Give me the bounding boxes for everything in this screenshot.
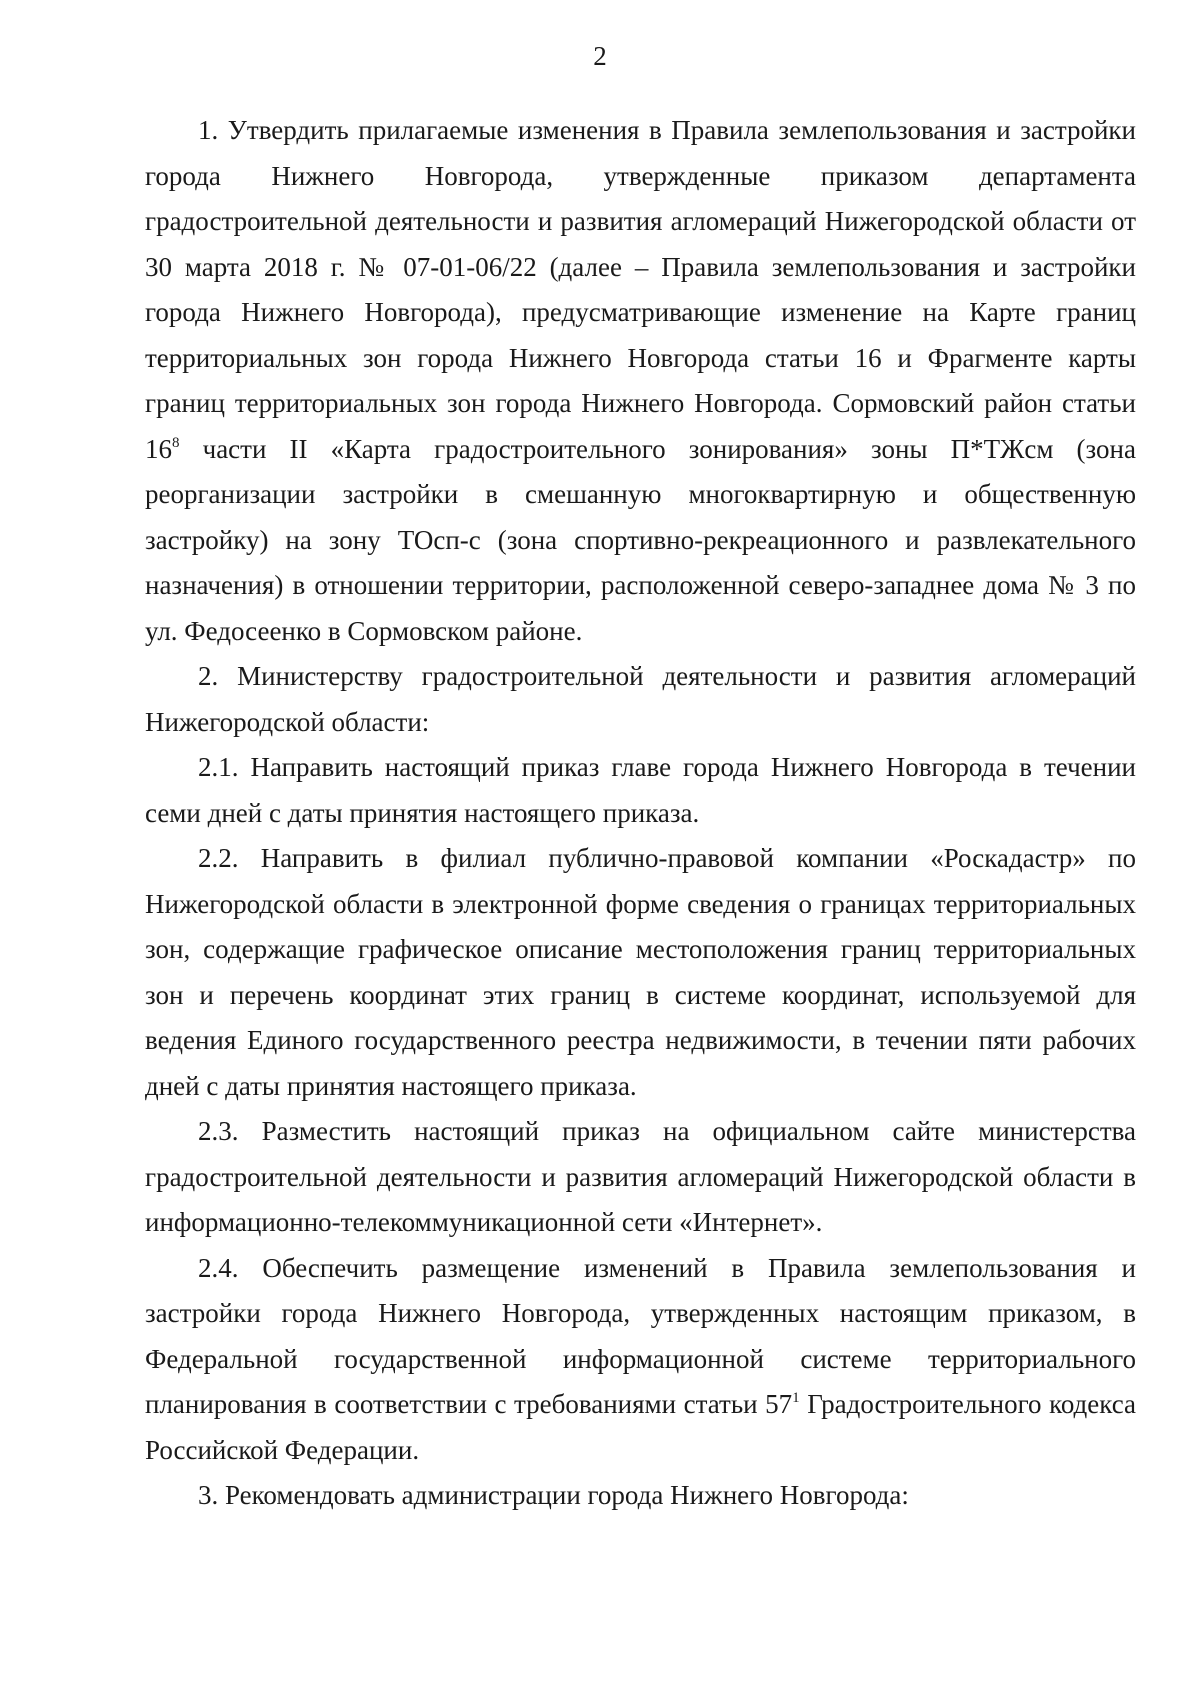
paragraph-text: 1. Утвердить прилагаемые изменения в Правила землепользования и застройки города Нижнего Новгорода, утвержденные приказом департамента градостроительной деятельности и развития агломераций Нижегородской области от 30 марта 2018 г. № 07-01-06/22 (далее – Правила землепользования и застройки города Нижнего Новгорода), предусматривающие изменение на Карте границ территориальных зон города Нижнего Новгорода статьи 16 и Фрагменте карты границ территориальных зон города Нижнего Новгорода. Сормовский район статьи 16 <box>145 115 1136 464</box>
paragraph-item-2-2 <box>145 836 1136 1109</box>
paragraph-text: 3. Рекомендовать администрации города Нижнего Новгорода: <box>198 1480 909 1510</box>
superscript: 8 <box>172 434 180 451</box>
paragraph-item-2-4 <box>145 1246 1136 1474</box>
paragraph-text: части II «Карта градостроительного зонирования» зоны П*ТЖсм (зона реорганизации застройки в смешанную многоквартирную и общественную застройку) на зону ТОсп-с (зона спортивно-рекреационного и развлекательного назначения) в отношении территории, расположенной северо-западнее дома № 3 по ул. Федосеенко в Сормовском районе. <box>145 433 1136 646</box>
paragraph-item-2-1 <box>145 745 1136 836</box>
paragraph-text: 2.2. Направить в филиал публично-правовой компании «Роскадастр» по Нижегородской области в электронной форме сведения о границах территориальных зон, содержащие графическое описание местоположения границ территориальных зон и перечень координат этих границ в системе координат, используемой для ведения Единого государственного реестра недвижимости, в течении пяти рабочих дней с даты принятия настоящего приказа. <box>145 843 1136 1101</box>
page-number: 2 <box>593 41 607 71</box>
paragraph-item-1 <box>145 108 1136 654</box>
document-body <box>145 108 1136 1519</box>
paragraph-text: 2.1. Направить настоящий приказ главе города Нижнего Новгорода в течении семи дней с даты принятия настоящего приказа. <box>145 752 1136 828</box>
paragraph-item-2-3 <box>145 1109 1136 1246</box>
paragraph-text: Градостроительного кодекса Российской Федерации. <box>145 1389 1136 1465</box>
paragraph-item-3 <box>145 1473 1136 1519</box>
superscript: 1 <box>792 1390 800 1406</box>
paragraph-text: 2.3. Разместить настоящий приказ на официальном сайте министерства градостроительной деятельности и развития агломераций Нижегородской области в информационно-телекоммуникационной сети «Интернет». <box>145 1116 1136 1237</box>
paragraph-item-2 <box>145 654 1136 745</box>
paragraph-text: 2.4. Обеспечить размещение изменений в Правила землепользования и застройки города Нижнего Новгорода, утвержденных настоящим приказом, в Федеральной государственной информационной системе территориального планирования в соответствии с требованиями статьи 57 <box>145 1252 1136 1419</box>
paragraph-text: 2. Министерству градостроительной деятельности и развития агломераций Нижегородской области: <box>145 661 1136 737</box>
